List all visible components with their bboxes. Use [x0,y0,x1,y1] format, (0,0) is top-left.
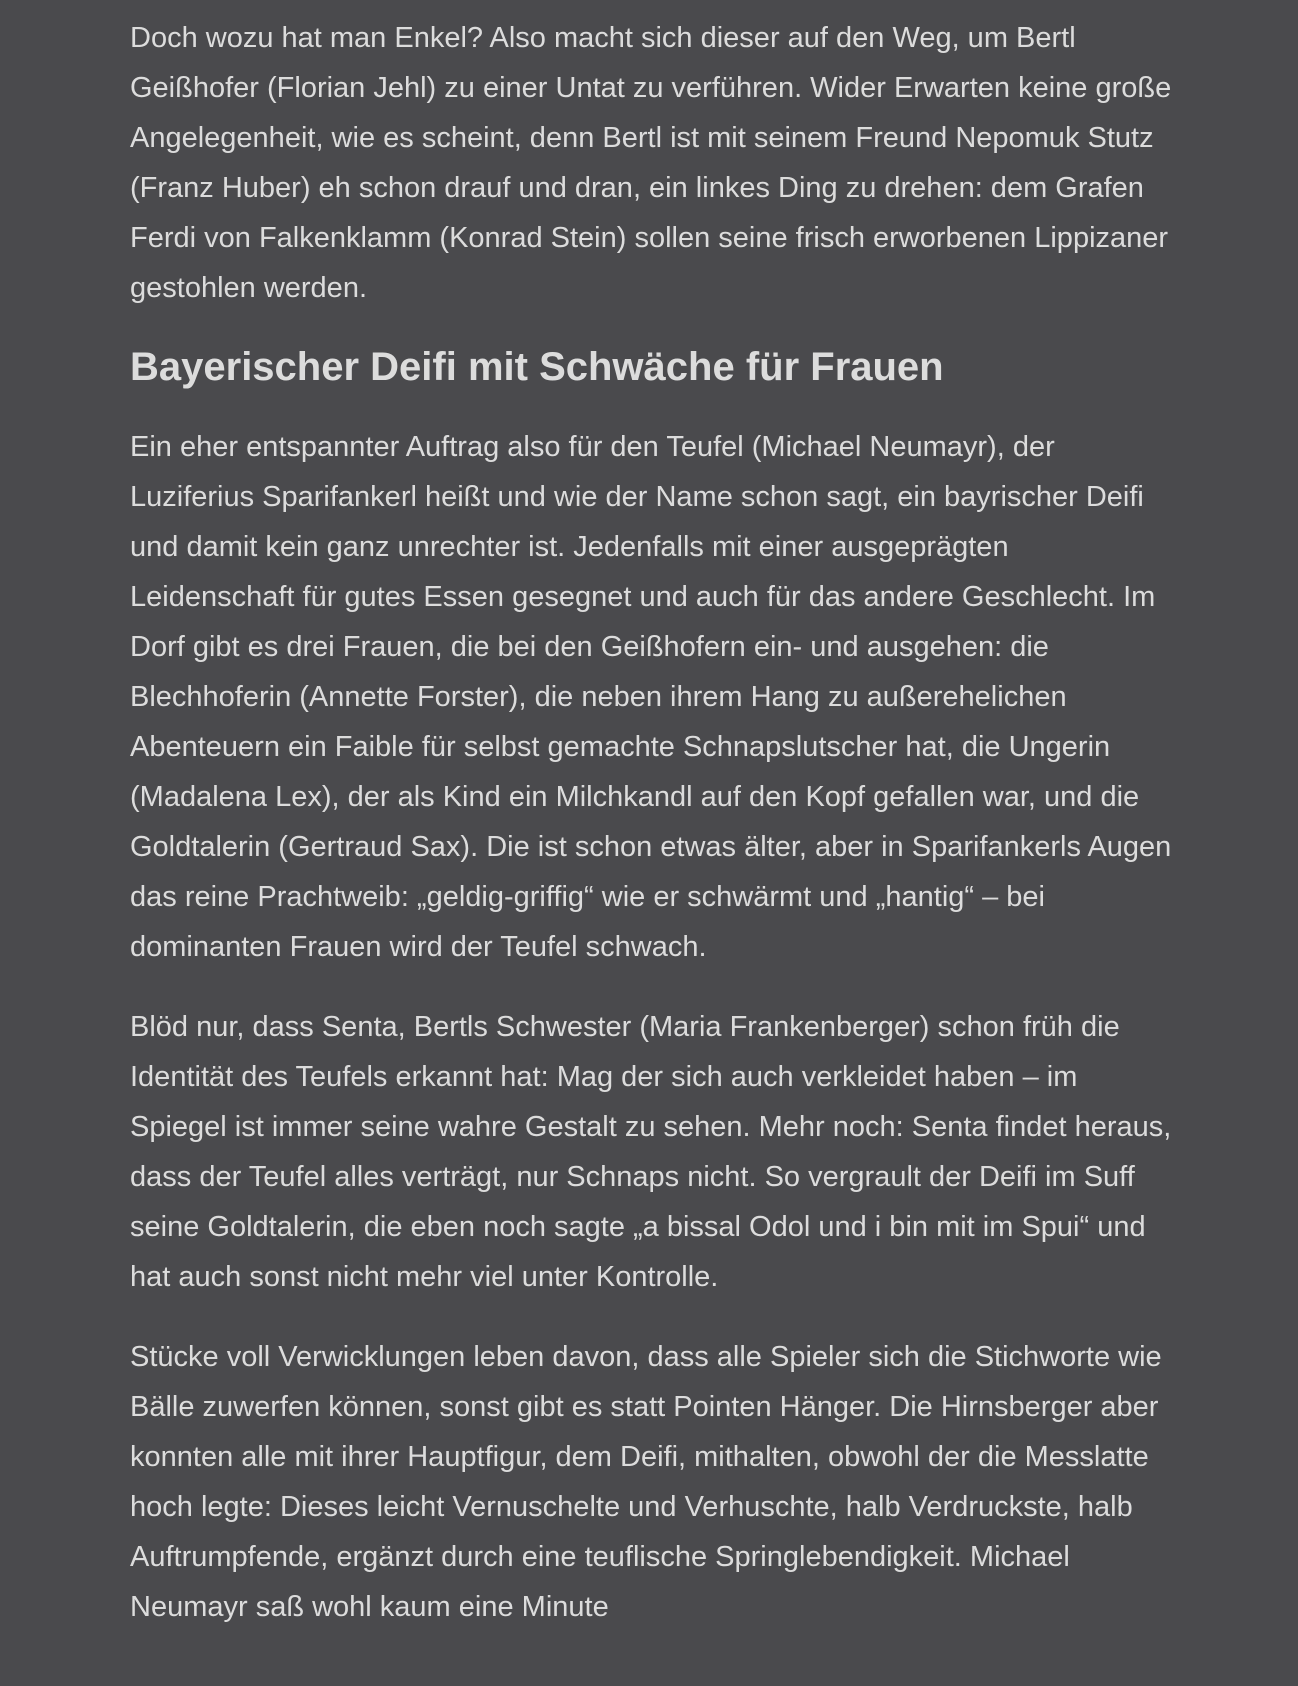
paragraph-intro: Doch wozu hat man Enkel? Also macht sich dieser auf den Weg, um Bertl Geißhofer (Florian Jehl) zu einer Untat zu verführen. Wider Erwarten keine große Angelegenheit, wie es scheint, denn Bertl ist mit seinem Freund Nepomuk Stutz (Franz Huber) eh schon drauf und dran, ein linkes Ding zu drehen: dem Grafen Ferdi von Falkenklamm (Konrad Stein) sollen seine frisch erworbenen Lippizaner gestohlen werden. [130,22,1172,304]
paragraph-stuecke: Stücke voll Verwicklungen leben davon, dass alle Spieler sich die Stichworte wie Bälle zuwerfen können, sonst gibt es statt Pointen Hänger. Die Hirnsberger aber konnten alle mit ihrer Hauptfigur, dem Deifi, mithalten, obwohl der die Messlatte hoch legte: Dieses leicht Vernuschelte und Verhuschte, halb Verdruckste, halb Auftrumpfende, ergänzt durch eine teuflische Springlebendigkeit. Michael Neumayr saß wohl kaum eine Minute [130,1341,1162,1623]
article-body [130,13,1180,1662]
paragraph-senta: Blöd nur, dass Senta, Bertls Schwester (Maria Frankenberger) schon früh die Identität des Teufels erkannt hat: Mag der sich auch verkleidet haben – im Spiegel ist immer seine wahre Gestalt zu sehen. Mehr noch: Senta findet heraus, dass der Teufel alles verträgt, nur Schnaps nicht. So vergrault der Deifi im Suff seine Goldtalerin, die eben noch sagte „a bissal Odol und i bin mit im Spui“ und hat auch sonst nicht mehr viel unter Kontrolle. [130,1011,1172,1293]
section-heading: Bayerischer Deifi mit Schwäche für Frauen [130,345,944,389]
paragraph-deifi: Ein eher entspannter Auftrag also für den Teufel (Michael Neumayr), der Luziferius Sparifankerl heißt und wie der Name schon sagt, ein bayrischer Deifi und damit kein ganz unrechter ist. Jedenfalls mit einer ausgeprägten Leidenschaft für gutes Essen gesegnet und auch für das andere Geschlecht. Im Dorf gibt es drei Frauen, die bei den Geißhofern ein- und ausgehen: die Blechhoferin (Annette Forster), die neben ihrem Hang zu außerehelichen Abenteuern ein Faible für selbst gemachte Schnapslutscher hat, die Ungerin (Madalena Lex), der als Kind ein Milchkandl auf den Kopf gefallen war, und die Goldtalerin (Gertraud Sax). Die ist schon etwas älter, aber in Sparifankerls Augen das reine Prachtweib: „geldig-griffig“ wie er schwärmt und „hantig“ – bei dominanten Frauen wird der Teufel schwach. [130,431,1172,963]
